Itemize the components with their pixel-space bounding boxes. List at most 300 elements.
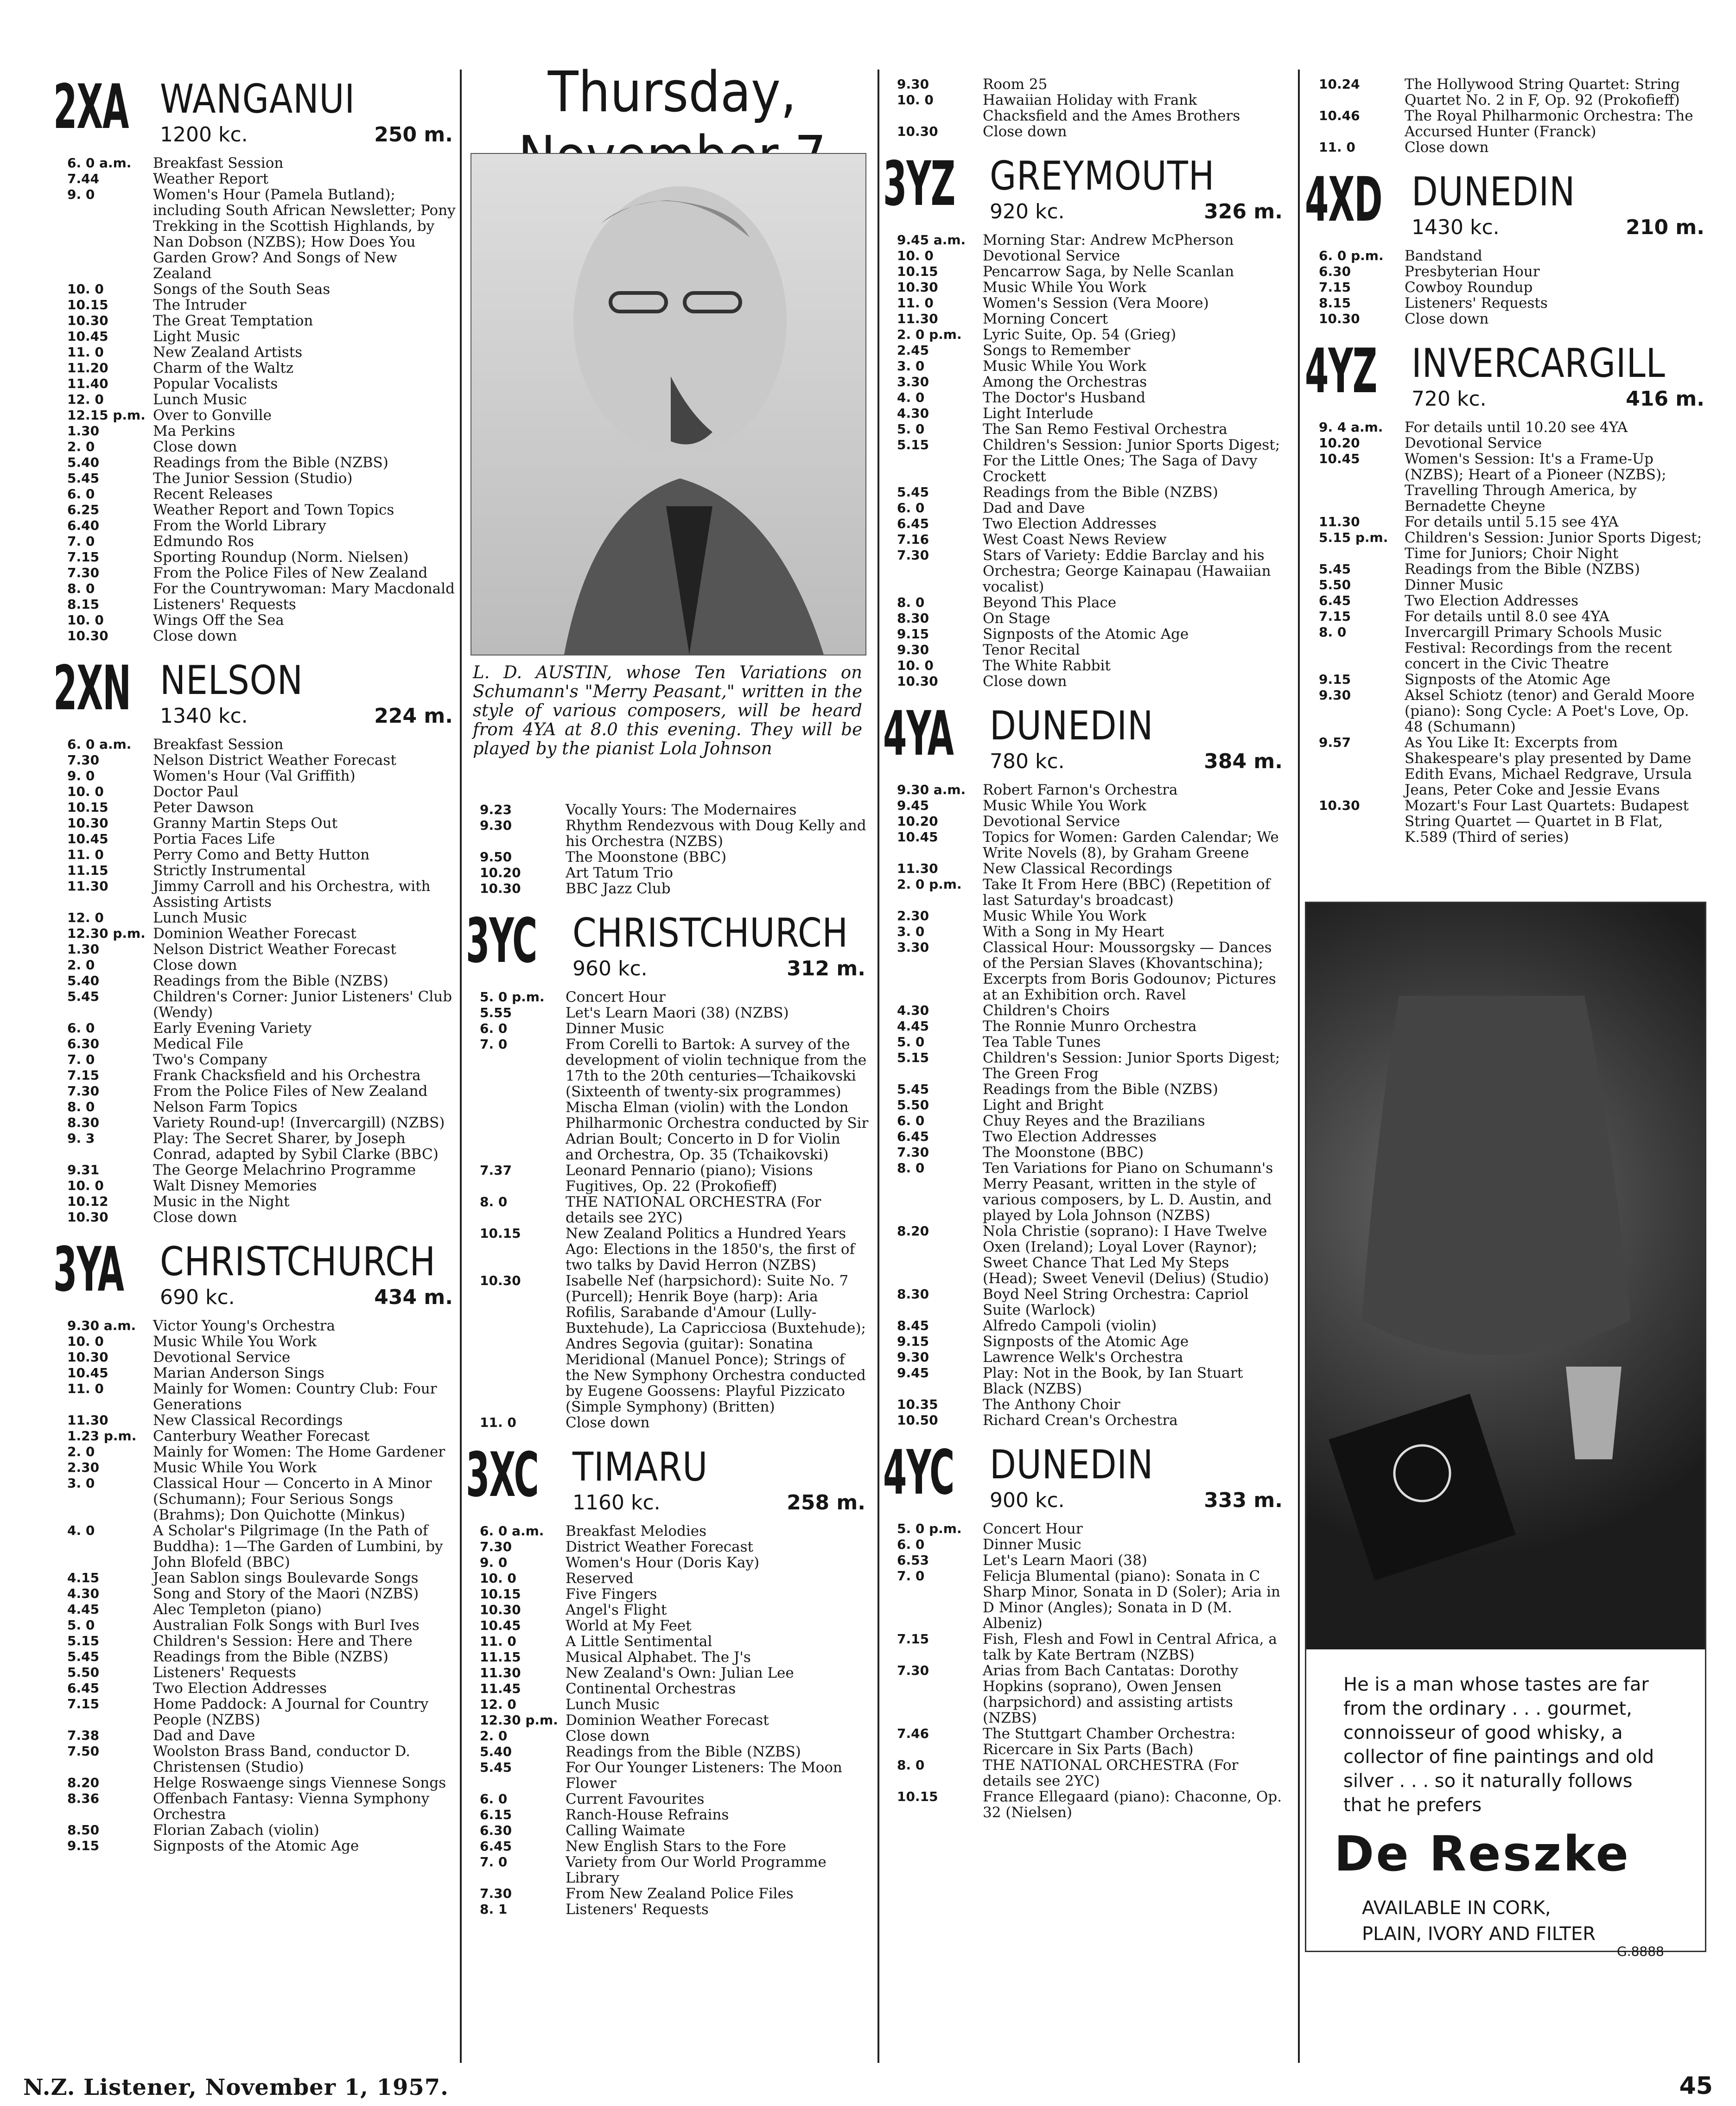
programme-item (1305, 420, 1708, 435)
programme-title: Vocally Yours: The Modernaires (566, 802, 797, 818)
programme-item (466, 1760, 869, 1791)
programme-time: 6.25 (67, 502, 100, 517)
programme-time: 11.30 (897, 311, 938, 326)
programme-time: 6. 0 (67, 1020, 95, 1036)
programme-time: 5.50 (1319, 577, 1351, 592)
programme-item (466, 1712, 869, 1728)
programme-item (466, 1665, 869, 1681)
programme-item (883, 1334, 1286, 1349)
programme-title: Readings from the Bible (NZBS) (153, 454, 388, 471)
programme-time: 7.15 (67, 1068, 100, 1083)
programme-title: Arias from Bach Cantatas: Dorothy Hopkins (soprano), Owen Jensen (harpsichord) and assisting artists (NZBS) (983, 1662, 1239, 1726)
programme-title: Two's Company (153, 1051, 267, 1068)
station-callsign: 2XA (53, 71, 129, 143)
programme-list (466, 989, 869, 1431)
programme-time: 8.30 (897, 1286, 929, 1302)
programme-time: 6.53 (897, 1552, 929, 1568)
programme-item (53, 313, 457, 329)
station-frequency: 1160 kc. (572, 1491, 661, 1514)
programme-item (53, 863, 457, 878)
programme-time: 10. 0 (67, 612, 104, 628)
programme-item (883, 940, 1286, 1003)
programme-time: 2.30 (67, 1460, 100, 1475)
programme-item (1305, 295, 1708, 311)
programme-title: From New Zealand Police Files (566, 1885, 794, 1902)
programme-item (53, 549, 457, 565)
programme-item (53, 581, 457, 597)
programme-title: Medical File (153, 1036, 244, 1052)
programme-time: 10.46 (1319, 108, 1360, 123)
programme-time: 6.45 (67, 1680, 100, 1696)
station-callsign: 4YZ (1305, 336, 1377, 407)
programme-list (53, 1318, 457, 1854)
programme-title: Among the Orchestras (983, 374, 1147, 390)
programme-title: Morning Star: Andrew McPherson (983, 232, 1234, 248)
programme-time: 10. 0 (897, 248, 934, 263)
programme-time: 6. 0 a.m. (67, 155, 132, 171)
programme-item (466, 1415, 869, 1431)
programme-title: Ranch-House Refrains (566, 1807, 729, 1823)
programme-item (53, 329, 457, 344)
station-name: DUNEDIN (990, 703, 1154, 749)
programme-title: Room 25 (983, 76, 1048, 93)
station-4ya (883, 698, 1286, 1429)
programme-time: 10.30 (897, 674, 938, 689)
programme-item (883, 1568, 1286, 1631)
programme-time: 7.46 (897, 1726, 929, 1741)
programme-title: Home Paddock: A Journal for Country People (NZBS) (153, 1696, 429, 1728)
programme-time: 9.50 (480, 849, 512, 865)
programme-item (53, 612, 457, 628)
station-name: DUNEDIN (990, 1442, 1154, 1488)
programme-item (883, 327, 1286, 343)
programme-item (883, 295, 1286, 311)
programme-item (883, 877, 1286, 908)
programme-title: Close down (983, 673, 1067, 690)
programme-item (883, 1318, 1286, 1334)
programme-time: 8. 0 (897, 1757, 925, 1773)
programme-time: 10.45 (480, 1618, 521, 1633)
programme-title: Nelson Farm Topics (153, 1099, 298, 1115)
programme-title: The Great Temptation (153, 312, 313, 329)
programme-title: For details until 8.0 see 4YA (1405, 608, 1609, 625)
programme-item (1305, 280, 1708, 295)
programme-time: 9.30 (897, 76, 929, 92)
programme-title: Charm of the Waltz (153, 360, 294, 376)
programme-title: THE NATIONAL ORCHESTRA (For details see 2YC) (983, 1757, 1239, 1789)
programme-time: 10. 0 (897, 92, 934, 108)
programme-time: 11. 0 (897, 295, 934, 311)
programme-item (53, 1665, 457, 1680)
programme-title: Lyric Suite, Op. 54 (Grieg) (983, 326, 1176, 343)
programme-time: 9.57 (1319, 735, 1351, 750)
column-4 (1305, 63, 1708, 845)
station-callsign: 3YC (466, 905, 537, 977)
programme-item (466, 849, 869, 865)
programme-time: 11.30 (897, 861, 938, 876)
programme-list (883, 782, 1286, 1428)
de-reszke-advertisement (1305, 902, 1706, 1959)
programme-title: Lunch Music (153, 910, 247, 926)
column-1 (53, 63, 457, 1854)
programme-item (1305, 108, 1708, 140)
programme-time: 6. 0 a.m. (480, 1523, 544, 1539)
programme-title: Mainly for Women: The Home Gardener (153, 1444, 445, 1460)
programme-title: Continental Orchestras (566, 1680, 736, 1697)
programme-time: 7. 0 (897, 1568, 925, 1584)
station-name: CHRISTCHURCH (160, 1239, 436, 1285)
programme-time: 5.40 (67, 973, 100, 988)
programme-time: 6.40 (67, 518, 100, 533)
ad-brand: De Reszke (1334, 1826, 1631, 1882)
programme-time: 11.20 (67, 360, 108, 375)
programme-item (466, 1523, 869, 1539)
programme-title: Current Favourites (566, 1791, 705, 1807)
programme-time: 5.45 (480, 1760, 512, 1775)
station-header (466, 1439, 869, 1523)
programme-title: Nola Christie (soprano): I Have Twelve Oxen (Ireland); Loyal Lover (Raynor); Sweet Chance That Led My Steps (Head); Sweet Venevil (Delius) (Studio) (983, 1223, 1269, 1287)
programme-time: 2. 0 (67, 439, 95, 454)
station-3yc (466, 905, 869, 1431)
programme-title: Presbyterian Hour (1405, 263, 1540, 280)
station-frequency: 960 kc. (572, 957, 648, 980)
programme-item (883, 1286, 1286, 1318)
programme-time: 9. 0 (480, 1555, 508, 1570)
programme-item (883, 1097, 1286, 1113)
programme-time: 5.45 (897, 1082, 929, 1097)
programme-title: Close down (153, 957, 237, 973)
programme-item (1305, 514, 1708, 530)
programme-item (883, 908, 1286, 924)
programme-item (466, 1649, 869, 1665)
programme-time: 11. 0 (1319, 140, 1355, 155)
programme-item (883, 421, 1286, 437)
programme-title: Lunch Music (153, 391, 247, 408)
programme-item (883, 1521, 1286, 1537)
programme-item (883, 374, 1286, 390)
programme-time: 10.15 (897, 1789, 938, 1804)
station-header (466, 905, 869, 989)
programme-item (53, 1052, 457, 1068)
programme-title: Morning Concert (983, 311, 1108, 327)
programme-time: 8.30 (67, 1115, 100, 1130)
programme-item (883, 1034, 1286, 1050)
programme-title: The Royal Philharmonic Orchestra: The Accursed Hunter (Franck) (1405, 108, 1693, 140)
programme-title: For details until 10.20 see 4YA (1405, 419, 1628, 436)
programme-time: 1.30 (67, 423, 100, 439)
programme-item (466, 1005, 869, 1021)
programme-time: 7.30 (67, 752, 100, 768)
programme-title: Angel's Flight (566, 1602, 667, 1618)
programme-item (883, 532, 1286, 547)
programme-time: 7. 0 (480, 1037, 508, 1052)
ad-code: G.8888 (1617, 1944, 1664, 1959)
programme-item (53, 455, 457, 471)
programme-title: Classical Hour: Moussorgsky — Dances of the Persian Slaves (Khovantschina); Excerpts from Boris Godounov; Pictures at an Exhibition orch. Ravel (983, 939, 1276, 1003)
programme-title: For the Countrywoman: Mary Macdonald (153, 580, 455, 597)
programme-title: Devotional Service (153, 1349, 291, 1366)
programme-title: The San Remo Festival Orchestra (983, 421, 1227, 438)
programme-item (1305, 76, 1708, 108)
programme-title: Perry Como and Betty Hutton (153, 846, 370, 863)
programme-time: 10. 0 (67, 1178, 104, 1193)
programme-title: From the World Library (153, 517, 326, 534)
programme-title: The George Melachrino Programme (153, 1162, 416, 1178)
programme-time: 7.50 (67, 1743, 100, 1759)
station-continued (883, 76, 1286, 140)
programme-time: 7.30 (480, 1886, 512, 1901)
programme-item (466, 1823, 869, 1839)
programme-time: 9. 3 (67, 1131, 95, 1146)
station-header (883, 1437, 1286, 1521)
programme-time: 10.45 (1319, 451, 1360, 466)
programme-title: Close down (153, 1209, 237, 1226)
programme-item (466, 1037, 869, 1163)
programme-item (53, 171, 457, 187)
programme-time: 10.30 (67, 1349, 108, 1365)
programme-time: 10.30 (67, 313, 108, 328)
programme-title: Rhythm Rendezvous with Doug Kelly and his Orchestra (NZBS) (566, 817, 866, 850)
programme-time: 2. 0 (67, 957, 95, 973)
programme-time: 1.23 p.m. (67, 1428, 137, 1444)
programme-time: 4.45 (67, 1602, 100, 1617)
programme-item (53, 910, 457, 926)
programme-title: Breakfast Session (153, 736, 284, 753)
programme-time: 8. 0 (480, 1194, 508, 1209)
station-callsign: 3YZ (883, 148, 955, 220)
programme-time: 8. 0 (1319, 624, 1347, 640)
programme-title: Listeners' Requests (566, 1901, 709, 1918)
programme-time: 10.15 (67, 800, 108, 815)
programme-item (883, 1018, 1286, 1034)
programme-item (883, 1082, 1286, 1097)
programme-title: Listeners' Requests (1405, 295, 1548, 312)
programme-title: Dominion Weather Forecast (153, 925, 356, 942)
station-header (53, 1234, 457, 1318)
programme-title: For details until 5.15 see 4YA (1405, 514, 1619, 530)
programme-title: Listeners' Requests (153, 1664, 296, 1681)
programme-title: Helge Roswaenge sings Viennese Songs (153, 1775, 446, 1791)
programme-time: 10.30 (1319, 798, 1360, 813)
station-3yz (883, 148, 1286, 690)
programme-item (53, 597, 457, 612)
programme-time: 9.30 (480, 818, 512, 833)
programme-item (883, 500, 1286, 516)
programme-item (53, 1068, 457, 1083)
programme-title: Weather Report (153, 171, 269, 187)
programme-item (883, 1789, 1286, 1820)
programme-time: 5.55 (480, 1005, 512, 1020)
programme-item (883, 1412, 1286, 1428)
programme-title: Aksel Schiotz (tenor) and Gerald Moore (piano): Song Cycle: A Poet's Love, Op. 48 (Schumann) (1405, 687, 1695, 735)
programme-time: 8.45 (897, 1318, 929, 1333)
programme-item (466, 1555, 869, 1571)
programme-item (1305, 561, 1708, 577)
programme-title: The Hollywood String Quartet: String Quartet No. 2 in F, Op. 92 (Prokofieff) (1405, 76, 1680, 108)
programme-title: Play: Not in the Book, by Ian Stuart Black (NZBS) (983, 1365, 1243, 1397)
programme-item (53, 1083, 457, 1099)
programme-time: 5.15 p.m. (1319, 530, 1388, 545)
programme-title: Over to Gonville (153, 407, 272, 424)
programme-title: Devotional Service (1405, 435, 1542, 452)
programme-time: 5.40 (67, 455, 100, 470)
programme-time: 7.38 (67, 1728, 100, 1743)
programme-item (53, 1570, 457, 1586)
programme-time: 7.37 (480, 1163, 512, 1178)
programme-title: Listeners' Requests (153, 596, 296, 613)
programme-time: 7.15 (897, 1631, 929, 1647)
station-wavelength: 210 m. (1626, 216, 1704, 239)
programme-item (53, 1649, 457, 1665)
programme-item (466, 1744, 869, 1760)
programme-time: 12.30 p.m. (67, 926, 146, 941)
programme-time: 2.30 (897, 908, 929, 923)
station-3xc (466, 1439, 869, 1918)
programme-time: 9.45 (897, 798, 929, 813)
programme-title: Let's Learn Maori (38) (983, 1552, 1147, 1569)
programme-title: Topics for Women: Garden Calendar; We Write Novels (8), by Graham Greene (983, 829, 1279, 861)
programme-title: Close down (566, 1728, 650, 1744)
station-wavelength: 224 m. (374, 704, 453, 728)
programme-item (466, 1194, 869, 1226)
station-wavelength: 416 m. (1626, 387, 1704, 411)
programme-title: Weather Report and Town Topics (153, 502, 394, 518)
ad-availability-line: AVAILABLE IN CORK, (1362, 1897, 1551, 1919)
programme-item (53, 565, 457, 581)
programme-title: New Classical Recordings (153, 1412, 343, 1429)
programme-time: 11.45 (480, 1681, 521, 1696)
station-name: GREYMOUTH (990, 153, 1215, 199)
programme-time: 6.45 (480, 1839, 512, 1854)
programme-title: Devotional Service (983, 248, 1120, 264)
programme-title: Wings Off the Sea (153, 612, 284, 629)
programme-time: 4. 0 (897, 390, 925, 405)
programme-time: 11.15 (480, 1649, 521, 1665)
programme-title: Music While You Work (983, 358, 1146, 375)
programme-time: 6. 0 (67, 486, 95, 502)
programme-item (883, 1003, 1286, 1018)
programme-title: Signposts of the Atomic Age (1405, 671, 1611, 688)
programme-item (53, 768, 457, 784)
programme-item (883, 516, 1286, 532)
decanter-illustration (1306, 903, 1705, 1649)
programme-item (53, 376, 457, 392)
programme-item (883, 1365, 1286, 1397)
programme-item (466, 1618, 869, 1634)
programme-item (883, 861, 1286, 877)
programme-title: Five Fingers (566, 1586, 657, 1603)
programme-time: 5.15 (897, 1050, 929, 1065)
programme-item (883, 626, 1286, 642)
programme-time: 6. 0 (480, 1021, 508, 1036)
station-name: INVERCARGILL (1412, 340, 1666, 387)
programme-item (466, 1586, 869, 1602)
programme-title: Children's Choirs (983, 1002, 1110, 1019)
programme-item (53, 1178, 457, 1194)
programme-item (53, 486, 457, 502)
programme-time: 10.15 (897, 264, 938, 279)
programme-title: Nelson District Weather Forecast (153, 752, 396, 769)
station-wavelength: 312 m. (787, 957, 865, 980)
programme-time: 10.35 (897, 1397, 938, 1412)
programme-title: Early Evening Variety (153, 1020, 312, 1037)
programme-item (53, 1523, 457, 1570)
photo-caption: L. D. AUSTIN, whose Ten Variations on Schumann's "Merry Peasant," written in the style of various composers, will be heard from 4YA at 8.0 this evening. They will be played by the pianist Lola Johnson (473, 662, 862, 758)
programme-item (883, 782, 1286, 798)
programme-title: Close down (153, 439, 237, 455)
programme-item (53, 1381, 457, 1412)
programme-item (466, 989, 869, 1005)
programme-time: 5.15 (897, 437, 929, 452)
station-callsign: 4YA (883, 698, 954, 770)
programme-item (53, 1838, 457, 1854)
programme-item (53, 1318, 457, 1334)
programme-title: Songs of the South Seas (153, 281, 331, 298)
programme-title: Portia Faces Life (153, 831, 275, 847)
programme-title: Songs to Remember (983, 342, 1131, 359)
programme-title: Marian Anderson Sings (153, 1365, 324, 1381)
programme-item (883, 1223, 1286, 1286)
programme-title: Dad and Dave (153, 1727, 255, 1744)
programme-item (53, 360, 457, 376)
station-continued (466, 802, 869, 897)
column-rule (878, 70, 879, 2063)
programme-title: Music While You Work (983, 908, 1146, 924)
programme-time: 2.45 (897, 343, 929, 358)
programme-list (1305, 248, 1708, 327)
programme-title: Doctor Paul (153, 783, 239, 800)
programme-time: 9.30 (1319, 687, 1351, 703)
programme-time: 9. 4 a.m. (1319, 420, 1383, 435)
programme-item (53, 628, 457, 644)
programme-title: Recent Releases (153, 486, 273, 503)
programme-item (53, 1131, 457, 1162)
programme-item (53, 752, 457, 768)
programme-title: Dinner Music (983, 1536, 1081, 1553)
programme-time: 11.30 (67, 878, 108, 894)
column-rule (460, 70, 462, 2063)
programme-time: 9.15 (897, 626, 929, 642)
programme-time: 8. 0 (67, 1099, 95, 1114)
programme-title: The Stuttgart Chamber Orchestra: Ricercare in Six Parts (Bach) (983, 1725, 1236, 1758)
programme-title: The Moonstone (BBC) (983, 1144, 1144, 1161)
programme-title: Sporting Roundup (Norm. Nielsen) (153, 549, 409, 566)
programme-time: 9.23 (480, 802, 512, 817)
programme-item (53, 297, 457, 313)
programme-title: World at My Feet (566, 1617, 692, 1634)
programme-item (466, 1791, 869, 1807)
programme-time: 4.15 (67, 1570, 100, 1585)
programme-title: For Our Younger Listeners: The Moon Flower (566, 1759, 842, 1792)
programme-time: 8. 0 (897, 1160, 925, 1176)
programme-title: Children's Session: Here and There (153, 1633, 413, 1649)
programme-time: 10.50 (897, 1412, 938, 1428)
programme-time: 5. 0 (897, 421, 925, 437)
programme-title: Lawrence Welk's Orchestra (983, 1349, 1183, 1366)
programme-time: 7. 0 (67, 534, 95, 549)
programme-time: 1.30 (67, 942, 100, 957)
programme-title: Women's Session (Vera Moore) (983, 295, 1209, 312)
programme-time: 5. 0 p.m. (480, 989, 545, 1005)
station-callsign: 3XC (466, 1439, 539, 1511)
programme-time: 9. 0 (67, 768, 95, 783)
programme-item (1305, 530, 1708, 561)
programme-item (53, 926, 457, 942)
programme-title: From Corelli to Bartok: A survey of the development of violin technique from the 17th to the 20th centuries—Tchaikovski (Sixteenth of twenty-six programmes) Mischa Elman (violin) with the London Philharmonic Orchestra conducted by Sir Adrian Boult; Concerto in D for Violin and Orchestra, Op. 35 (Tchaikovski) (566, 1036, 869, 1163)
programme-title: Dinner Music (566, 1020, 664, 1037)
programme-item (466, 1697, 869, 1712)
programme-item (883, 124, 1286, 140)
